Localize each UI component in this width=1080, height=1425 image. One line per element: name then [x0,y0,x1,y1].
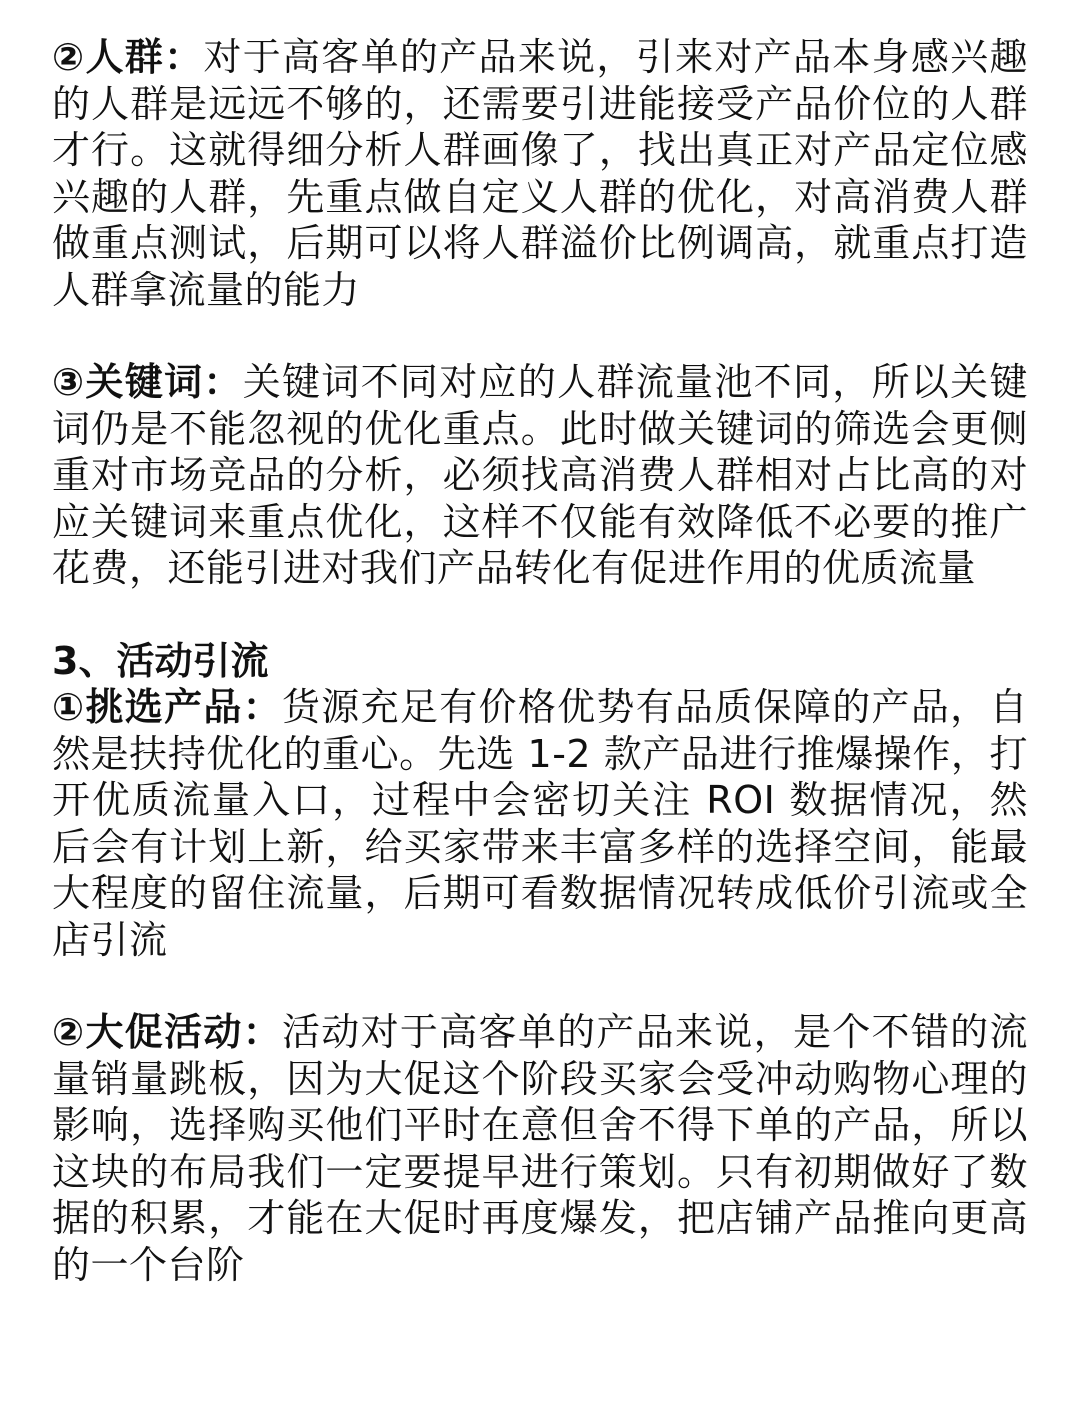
paragraph-title: ②大促活动： [52,1010,282,1054]
paragraph-promotion [52,1009,1028,1288]
spacer [52,313,1028,359]
paragraph-title: ③关键词： [52,360,243,404]
paragraph-body: 关键词不同对应的人群流量池不同，所以关键词仍是不能忽视的优化重点。此时做关键词的筛选会更侧重对市场竞品的分析，必须找高消费人群相对占比高的对应关键词来重点优化，这样不仅能有效降低不必要的推广花费，还能引进对我们产品转化有促进作用的优质流量 [52,360,1028,590]
spacer [52,963,1028,1009]
paragraph-title: ②人群： [52,35,204,79]
paragraph-keywords [52,359,1028,592]
paragraph-title: ①挑选产品： [52,685,282,729]
paragraph-body: 对于高客单的产品来说，引来对产品本身感兴趣的人群是远远不够的，还需要引进能接受产品价位的人群才行。这就得细分析人群画像了，找出真正对产品定位感兴趣的人群，先重点做自定义人群的优化，对高消费人群做重点测试，后期可以将人群溢价比例调高，就重点打造人群拿流量的能力 [52,35,1028,312]
article [52,34,1028,1288]
paragraph-select-product [52,684,1028,963]
spacer [52,592,1028,638]
paragraph-body: 货源充足有价格优势有品质保障的产品，自然是扶持优化的重心。先选 1-2 款产品进行推爆操作，打开优质流量入口，过程中会密切关注 ROI 数据情况，然后会有计划上新，给买家带来丰富多样的选择空间，能最大程度的留住流量，后期可看数据情况转成低价引流或全店引流 [52,685,1028,962]
section-heading: 3、活动引流 [52,638,269,683]
paragraph-crowd [52,34,1028,313]
paragraph-body: 活动对于高客单的产品来说，是个不错的流量销量跳板，因为大促这个阶段买家会受冲动购物心理的影响，选择购买他们平时在意但舍不得下单的产品，所以这块的布局我们一定要提早进行策划。只有初期做好了数据的积累，才能在大促时再度爆发，把店铺产品推向更高的一个台阶 [52,1010,1028,1287]
